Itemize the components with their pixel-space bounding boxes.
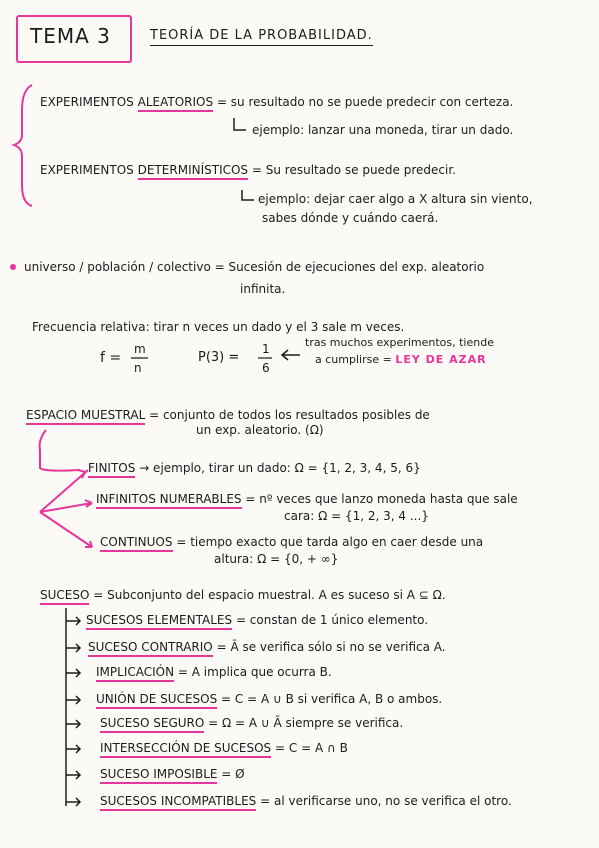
suceso-item-text: = al verificarse uno, no se verifica el otro. [260, 794, 512, 808]
p3-num: 1 [262, 342, 270, 356]
aleatorios-term: ALEATORIOS [138, 95, 213, 112]
p3-label: P(3) = [198, 350, 240, 365]
suceso-item-term: SUCESOS ELEMENTALES [86, 613, 232, 630]
finitos-term: FINITOS [88, 461, 135, 478]
suceso-item [100, 794, 512, 808]
ley-de-azar: LEY DE AZAR [395, 353, 487, 366]
finitos-line [88, 461, 421, 475]
deterministicos-example-2: sabes dónde y cuándo caerá. [262, 211, 439, 225]
suceso-item [86, 613, 428, 627]
formula-f: f = [100, 350, 122, 366]
continuos-term: CONTINUOS [100, 535, 173, 552]
tema-label: TEMA 3 [30, 24, 111, 48]
infinitos-line [96, 492, 518, 506]
finitos-text: → ejemplo, tirar un dado: Ω = {1, 2, 3, 4, 5, 6} [139, 461, 421, 475]
suceso-item-text: = C = A ∩ B [275, 741, 348, 755]
suceso-item-term: SUCESOS INCOMPATIBLES [100, 794, 256, 811]
frecuencia-line: Frecuencia relativa: tirar n veces un dado y el 3 sale m veces. [32, 320, 405, 334]
formula-n: n [134, 361, 142, 375]
aleatorios-line [40, 95, 513, 109]
suceso-line [40, 588, 446, 602]
suceso-item-text: = A implica que ocurra B. [177, 665, 332, 679]
universo-line-1: universo / población / colectivo = Sucesión de ejecuciones del exp. aleatorio [24, 260, 485, 274]
deterministicos-line [40, 163, 456, 177]
continuos-text-2: altura: Ω = {0, + ∞} [214, 552, 339, 566]
deterministicos-example-1: ejemplo: dejar caer algo a X altura sin viento, [258, 192, 533, 206]
suceso-term: SUCESO [40, 588, 89, 605]
suceso-item-term: SUCESO IMPOSIBLE [100, 767, 217, 784]
suceso-item [96, 692, 442, 706]
infinitos-term: INFINITOS NUMERABLES [96, 492, 242, 509]
suceso-def: = Subconjunto del espacio muestral. A es suceso si A ⊆ Ω. [93, 588, 446, 602]
frecuencia-note-2-text: a cumplirse = [315, 353, 392, 366]
suceso-item-term: SUCESO SEGURO [100, 716, 204, 733]
suceso-item [88, 640, 446, 654]
suceso-item [100, 716, 403, 730]
suceso-item-text: = Ø [221, 767, 245, 781]
p3-den: 6 [262, 361, 270, 375]
formula-m: m [134, 342, 146, 356]
aleatorios-def: = su resultado no se puede predecir con certeza. [216, 95, 514, 109]
frecuencia-note-1: tras muchos experimentos, tiende [305, 336, 494, 349]
aleatorios-prefix: EXPERIMENTOS [40, 95, 134, 109]
universo-line-2: infinita. [240, 282, 286, 296]
espacio-def-1: = conjunto de todos los resultados posibles de [149, 408, 430, 422]
aleatorios-example: ejemplo: lanzar una moneda, tirar un dado. [252, 123, 514, 137]
suceso-item [100, 741, 348, 755]
suceso-item-term: IMPLICACIÓN [96, 665, 174, 682]
infinitos-text-1: = nº veces que lanzo moneda hasta que sale [245, 492, 518, 506]
deterministicos-term: DETERMINÍSTICOS [138, 163, 248, 180]
page-title: TEORÍA DE LA PROBABILIDAD. [150, 28, 373, 46]
infinitos-text-2: cara: Ω = {1, 2, 3, 4 ...} [284, 509, 429, 523]
suceso-item [100, 767, 245, 781]
suceso-item-text: = Ā se verifica sólo si no se verifica A. [216, 640, 446, 654]
suceso-item-term: SUCESO CONTRARIO [88, 640, 213, 657]
deterministicos-def: = Su resultado se puede predecir. [251, 163, 456, 177]
suceso-item-term: UNIÓN DE SUCESOS [96, 692, 217, 709]
continuos-line [100, 535, 483, 549]
espacio-term: ESPACIO MUESTRAL [26, 408, 145, 425]
espacio-def-2: un exp. aleatorio. (Ω) [196, 423, 324, 437]
espacio-line-1 [26, 408, 430, 422]
suceso-item-text: = C = A ∪ B si verifica A, B o ambos. [221, 692, 443, 706]
suceso-item [96, 665, 332, 679]
suceso-item-text: = constan de 1 único elemento. [235, 613, 429, 627]
deterministicos-prefix: EXPERIMENTOS [40, 163, 134, 177]
frecuencia-note-2 [315, 353, 487, 367]
suceso-item-text: = Ω = A ∪ Ā siempre se verifica. [208, 716, 404, 730]
continuos-text-1: = tiempo exacto que tarda algo en caer desde una [176, 535, 484, 549]
suceso-item-term: INTERSECCIÓN DE SUCESOS [100, 741, 271, 758]
